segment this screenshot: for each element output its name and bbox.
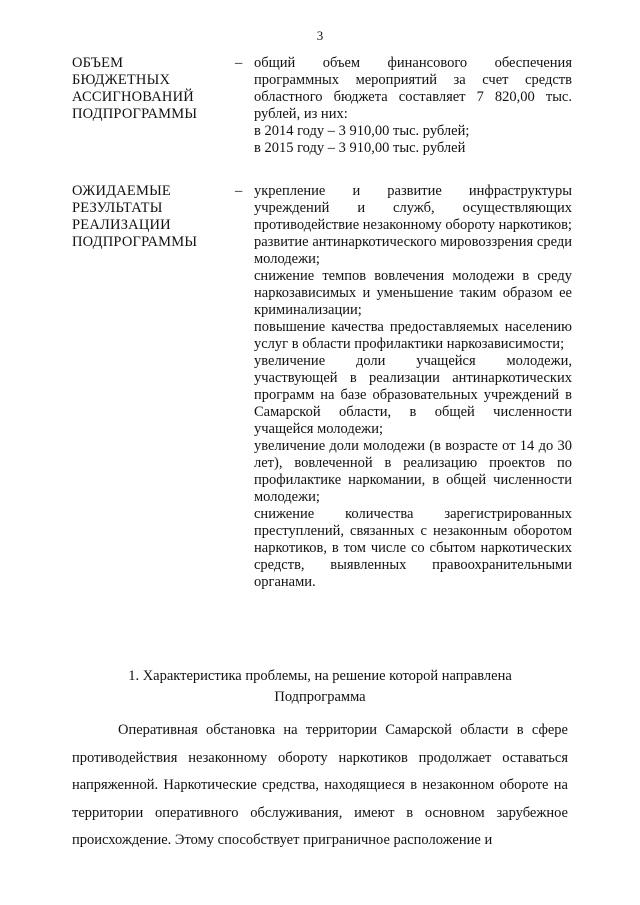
- budget-row-text: [254, 55, 572, 157]
- budget-row-dash: –: [235, 55, 243, 71]
- results-item: снижение темпов вовлечения молодежи в среду наркозависимых и уменьшение таким образом ее криминализации;: [254, 268, 572, 318]
- section-paragraph: [72, 717, 568, 855]
- results-list: [254, 183, 572, 591]
- results-row-dash: –: [235, 183, 243, 199]
- results-item: снижение количества зарегистрированных преступлений, связанных с незаконным оборотом наркотиков, в том числе со сбытом наркотических средств, выявленных правоохранительными органами.: [254, 506, 572, 590]
- section-heading: [60, 666, 580, 708]
- results-item: развитие антинаркотического мировоззрения среди молодежи;: [254, 234, 572, 267]
- section-heading-line2: Подпрограмма: [274, 689, 366, 705]
- section-heading-line1: 1. Характеристика проблемы, на решение которой направлена: [128, 668, 512, 684]
- section-paragraph-text: Оперативная обстановка на территории Самарской области в сфере противодействия незаконному обороту наркотиков продолжает оставаться напряженной. Наркотические средства, находящиеся в незаконном обороте на территории оперативного обслуживания, имеют в основном зарубежное происхождение. Этому способствует приграничное расположение и: [72, 722, 568, 848]
- results-item: повышение качества предоставляемых населению услуг в области профилактики наркозависимости;: [254, 319, 572, 352]
- results-item: укрепление и развитие инфраструктуры учреждений и служб, осуществляющих противодействие незаконному обороту наркотиков;: [254, 183, 572, 233]
- budget-year-2014: в 2014 году – 3 910,00 тыс. рублей;: [254, 123, 470, 139]
- results-row-label: ОЖИДАЕМЫЕ РЕЗУЛЬТАТЫ РЕАЛИЗАЦИИ ПОДПРОГРАММЫ: [72, 183, 198, 250]
- budget-row-label: ОБЪЕМ БЮДЖЕТНЫХ АССИГНОВАНИЙ ПОДПРОГРАММЫ: [72, 55, 198, 122]
- results-item: увеличение доли молодежи (в возрасте от 14 до 30 лет), вовлеченной в реализацию проектов по профилактике наркомании, в общей численности молодежи;: [254, 438, 572, 505]
- results-item: увеличение доли учащейся молодежи, участвующей в реализации антинаркотических программ на базе образовательных учреждений в Самарской области, в общей численности учащейся молодежи;: [254, 353, 572, 437]
- budget-main-text: общий объем финансового обеспечения программных мероприятий за счет средств областного бюджета составляет 7 820,00 тыс. рублей, из них:: [254, 55, 572, 122]
- page-number: 3: [316, 28, 324, 43]
- budget-year-2015: в 2015 году – 3 910,00 тыс. рублей: [254, 140, 466, 156]
